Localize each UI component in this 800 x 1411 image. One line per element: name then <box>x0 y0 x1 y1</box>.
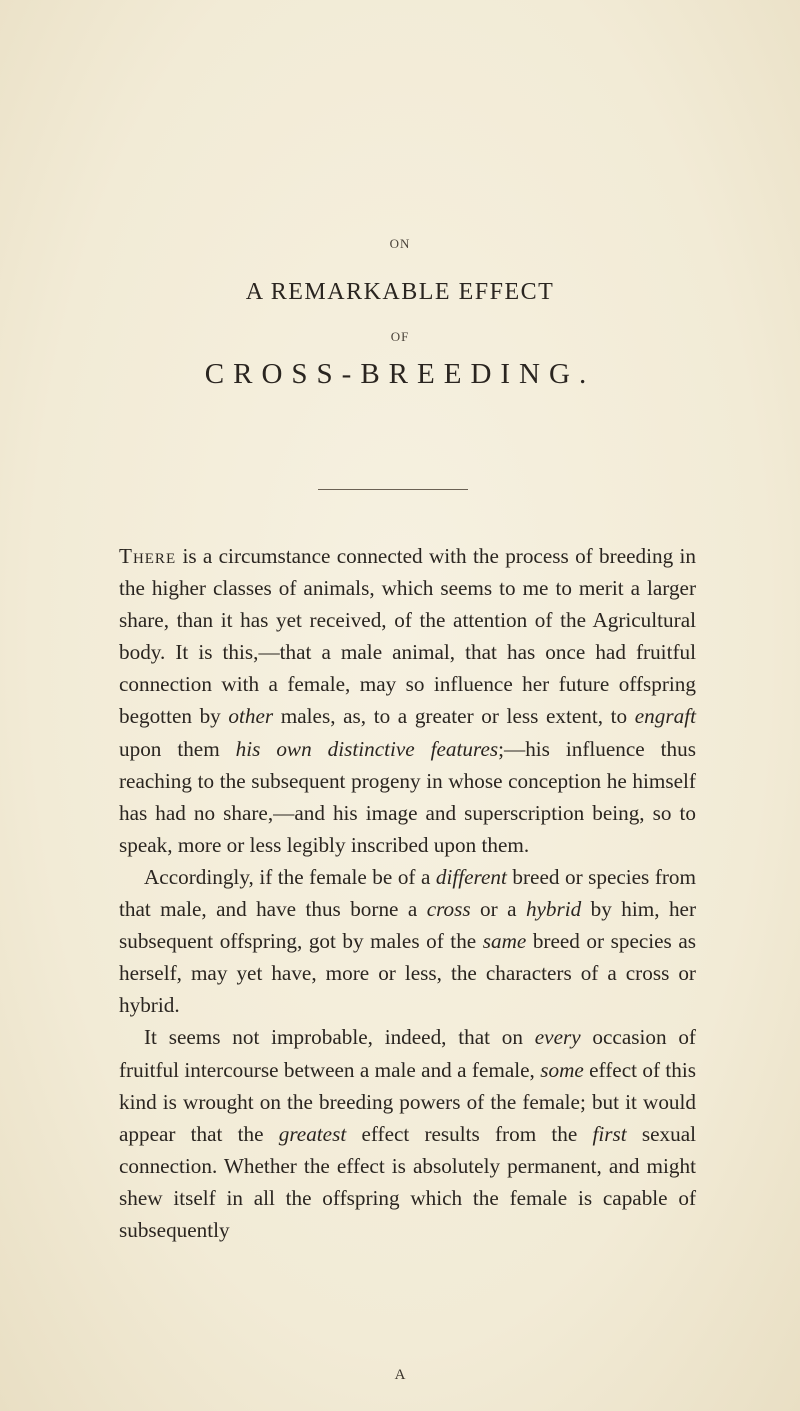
title-prefix: ON <box>389 236 411 251</box>
title-divider <box>318 489 468 490</box>
text-run: sexual connection. Whether the effect is absolutely permanent, and might shew itself in all the offspring which the female is capable of subsequently <box>119 1121 696 1242</box>
emphasis-text: other <box>228 704 274 729</box>
text-run: breed or species as herself, may yet have, more or less, the characters of a cross or hybrid. <box>119 929 696 1018</box>
text-run: effect of this kind is wrought on the breeding powers of the female; but it would appear that the <box>119 1057 696 1146</box>
emphasis-text: hybrid <box>525 897 582 922</box>
signature-mark: A <box>394 1367 406 1383</box>
emphasis-text: first <box>592 1121 627 1146</box>
text-run: effect results from the <box>346 1121 593 1146</box>
paragraph <box>119 861 696 1021</box>
emphasis-text: his own distinctive features <box>235 736 499 761</box>
text-run: by him, her subsequent offspring, got by males of the <box>119 897 697 954</box>
emphasis-text: same <box>482 929 527 954</box>
text-run: or a <box>470 897 526 922</box>
page-subtitle: CROSS-BREEDING. <box>204 358 596 390</box>
page-title: A REMARKABLE EFFECT <box>245 279 555 305</box>
text-run: breed or species from that male, and have thus borne a <box>119 864 696 922</box>
emphasis-text: different <box>435 864 507 889</box>
text-run: is a circumstance connected with the process of breeding in the higher classes of animals, which seems to me to merit a larger share, than it has yet received, of the attention of the Agricultural body. It is this,—that a male animal, that has once had fruitful connection with a female, may so influence her future offspring begotten by <box>119 544 696 729</box>
paragraph <box>119 540 696 861</box>
text-run: ;—his influence thus reaching to the subsequent progeny in whose conception he himself has had no share,—and his image and superscription being, so to speak, more or less legibly inscribed upon them. <box>119 736 696 857</box>
paragraph <box>119 1021 696 1246</box>
text-run: Accordingly, if the female be of a <box>144 864 436 889</box>
emphasis-text: every <box>534 1025 581 1050</box>
text-run: occasion of fruitful intercourse between a male and a female, <box>119 1025 696 1082</box>
emphasis-text: greatest <box>278 1121 347 1146</box>
emphasis-text: engraft <box>634 704 696 729</box>
text-run: upon them <box>119 736 236 761</box>
emphasis-text: some <box>540 1057 584 1082</box>
text-run: It seems not improbable, indeed, that on <box>144 1025 535 1050</box>
body-text <box>119 540 696 1246</box>
emphasis-text: cross <box>426 897 471 922</box>
title-connector: OF <box>390 329 410 344</box>
opening-word: There <box>119 544 177 568</box>
text-run: males, as, to a greater or less extent, to <box>273 704 635 729</box>
